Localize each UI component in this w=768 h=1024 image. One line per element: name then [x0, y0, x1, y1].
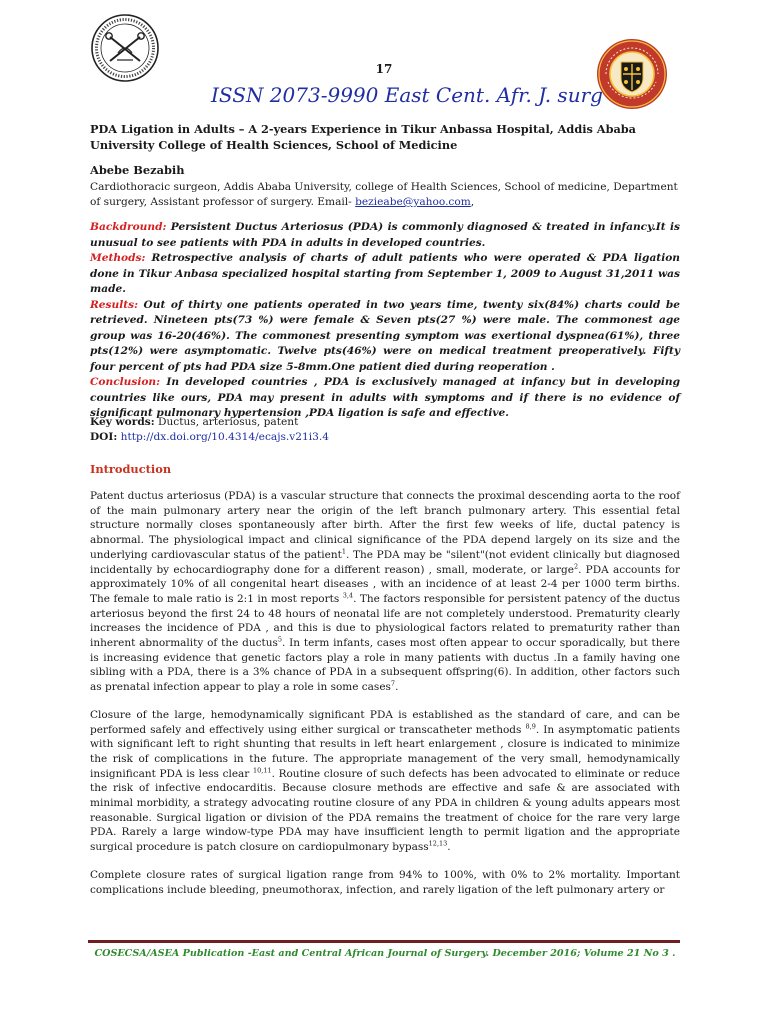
keywords-line [90, 415, 680, 430]
affiliation-suffix: , [470, 196, 475, 208]
background-label: Backdround: [90, 221, 167, 233]
intro-paragraph-1 [90, 489, 680, 695]
results-label: Results: [90, 298, 139, 311]
citation-superscript: 2 [573, 562, 579, 571]
intro-paragraph-3: Complete closure rates of surgical ligation range from 94% to 100%, with 0% to 2% mortality. Important complications include bleeding, pneumothorax, infection, and rarely ligation of the left pulmonary artery or [90, 868, 680, 896]
p1-text-c: . PDA accounts for approximately 10% of all congenital heart diseases , with an incidence of at least 2-4 per 1000 term births. The female to male ratio is 2:1 in most reports [90, 563, 680, 605]
results-text: Out of thirty one patients operated in two years time, twenty six(84%) charts could be retrieved. Nineteen pts(73 %) were female & Seven pts(27 %) were male. The commonest age group was 16-20(46%). The commonest presenting symptom was exertional dyspnea(61%), three pts(12%) were asymptomatic. Twelve pts(46%) were on medical treatment preoperatively. Fifty four percent of pts had PDA size 5-8mm.One patient died during reoperation . [90, 298, 680, 373]
footer-rule [88, 940, 680, 943]
p1-text-b: . The PDA may be "silent"(not evident clinically but diagnosed incidentally by echocardiography done for a different reason) , small, moderate, or large [90, 548, 680, 576]
doi-line [90, 430, 680, 445]
citation-superscript: 10,11 [252, 766, 272, 775]
p1-text-a: Patent ductus arteriosus (PDA) is a vascular structure that connects the proximal descending aorta to the roof of the main pulmonary artery near the origin of the left branch pulmonary artery. This essential fetal structure normally closes spontaneously after birth. After the first few weeks of life, ductal patency is abnormal. The physiological impact and clinical significance of the PDA depend largely on its size and the underlying cardiovascular status of the patient [90, 490, 680, 561]
affiliation-text: Cardiothoracic surgeon, Addis Ababa University, college of Health Sciences, School of medicine, Department of surgery, Assistant professor of surgery. Email- [90, 181, 678, 208]
conclusion-label: Conclusion: [90, 376, 161, 388]
methods-label: Methods: [90, 252, 146, 264]
abstract [90, 220, 680, 422]
doi-link[interactable]: http://dx.doi.org/10.4314/ecajs.v21i3.4 [117, 431, 329, 443]
author-email-link[interactable]: bezieabe@yahoo.com [355, 196, 471, 208]
p1-text-f: . [395, 681, 399, 694]
p2-text-b: . In asymptomatic patients with significant left to right shunting that results in left heart enlargement , closure is indicated to minimize the risk of complications in the future. The appropriate management of the very small, hemodynamically insignificant PDA is less clear [90, 723, 680, 780]
conclusion-text: In developed countries , PDA is exclusively managed at infancy but in developing countries like ours, PDA may present in adults with symptoms and if there is no evidence of significant pulmonary hypertension ,PDA ligation is safe and effective. [90, 376, 680, 419]
citation-superscript: 8,9 [525, 722, 536, 731]
doi-label: DOI: [90, 431, 118, 443]
intro-paragraph-2 [90, 708, 680, 855]
keywords-label: Key words: [90, 416, 155, 428]
citation-superscript: 1 [341, 547, 346, 556]
author-affiliation [90, 180, 680, 210]
p2-text-d: . [447, 841, 451, 854]
keywords-block [90, 415, 680, 445]
p2-text-c: . Routine closure of such defects has been advocated to eliminate or reduce the risk of infective endocarditis. Because closure methods are effective and safe & are associated with minimal morbidity, a strategy advocating routine closure of any PDA in children & young adults appears most reasonable. Surgical ligation or division of the PDA remains the treatment of choice for the rare very large PDA. Rarely a large window-type PDA may have insufficient length to permit ligation and the appropriate surgical procedure is patch closure on cardiopulmonary bypass [90, 767, 680, 854]
page-number: 17 [375, 62, 393, 76]
abstract-background [90, 220, 680, 251]
citation-superscript: 12,13 [428, 839, 448, 848]
introduction-heading: Introduction [90, 462, 172, 476]
journal-issn-header: ISSN 2073-9990 East Cent. Afr. J. surg [211, 83, 603, 107]
citation-superscript: 3,4 [342, 591, 354, 600]
article-author: Abebe Bezabih [90, 163, 185, 177]
methods-text: Retrospective analysis of charts of adult patients who were operated & PDA ligation done in Tikur Anbasa specialized hospital starting from September 1, 2009 to August 31,2011 was made. [90, 252, 680, 295]
introduction-body [90, 489, 680, 910]
background-text: Persistent Ductus Arteriosus (PDA) is commonly diagnosed & treated in infancy.It is unusual to see patients with PDA in adults in developed countries. [90, 221, 680, 249]
keywords-value: Ductus, arteriosus, patent [154, 416, 299, 428]
p1-text-d: . The factors responsible for persistent patency of the ductus arteriosus beyond the first 24 to 48 hours of neonatal life are not completely understood. Prematurity clearly increases the incidence of PDA , and this is due to physiological factors related to prematurity rather than inherent abnormality of the ductus [90, 592, 680, 650]
p2-text-a: Closure of the large, hemodynamically significant PDA is established as the standard of care, and can be performed safely and effectively using either surgical or transcatheter methods [90, 708, 680, 736]
footer-citation: COSECSA/ASEA Publication -East and Central African Journal of Surgery. December 2016; Volume 21 No 3 . [94, 948, 676, 959]
citation-superscript: 5 [277, 635, 282, 644]
abstract-results [90, 298, 680, 376]
citation-superscript: 7 [390, 679, 396, 688]
p1-text-e: . In term infants, cases most often appear to occur sporadically, but there is increasing evidence that genetic factors play a role in many patients with ductus .In a family having one sibling with a PDA, there is a 3% chance of PDA in a subsequent offspring(6). In addition, other factors such as prenatal infection appear to play a role in some cases [90, 637, 680, 694]
article-title: PDA Ligation in Adults – A 2-years Experience in Tikur Anbassa Hospital, Addis Ababa University College of Health Sciences, School of Medicine [90, 122, 637, 152]
abstract-methods [90, 251, 680, 298]
